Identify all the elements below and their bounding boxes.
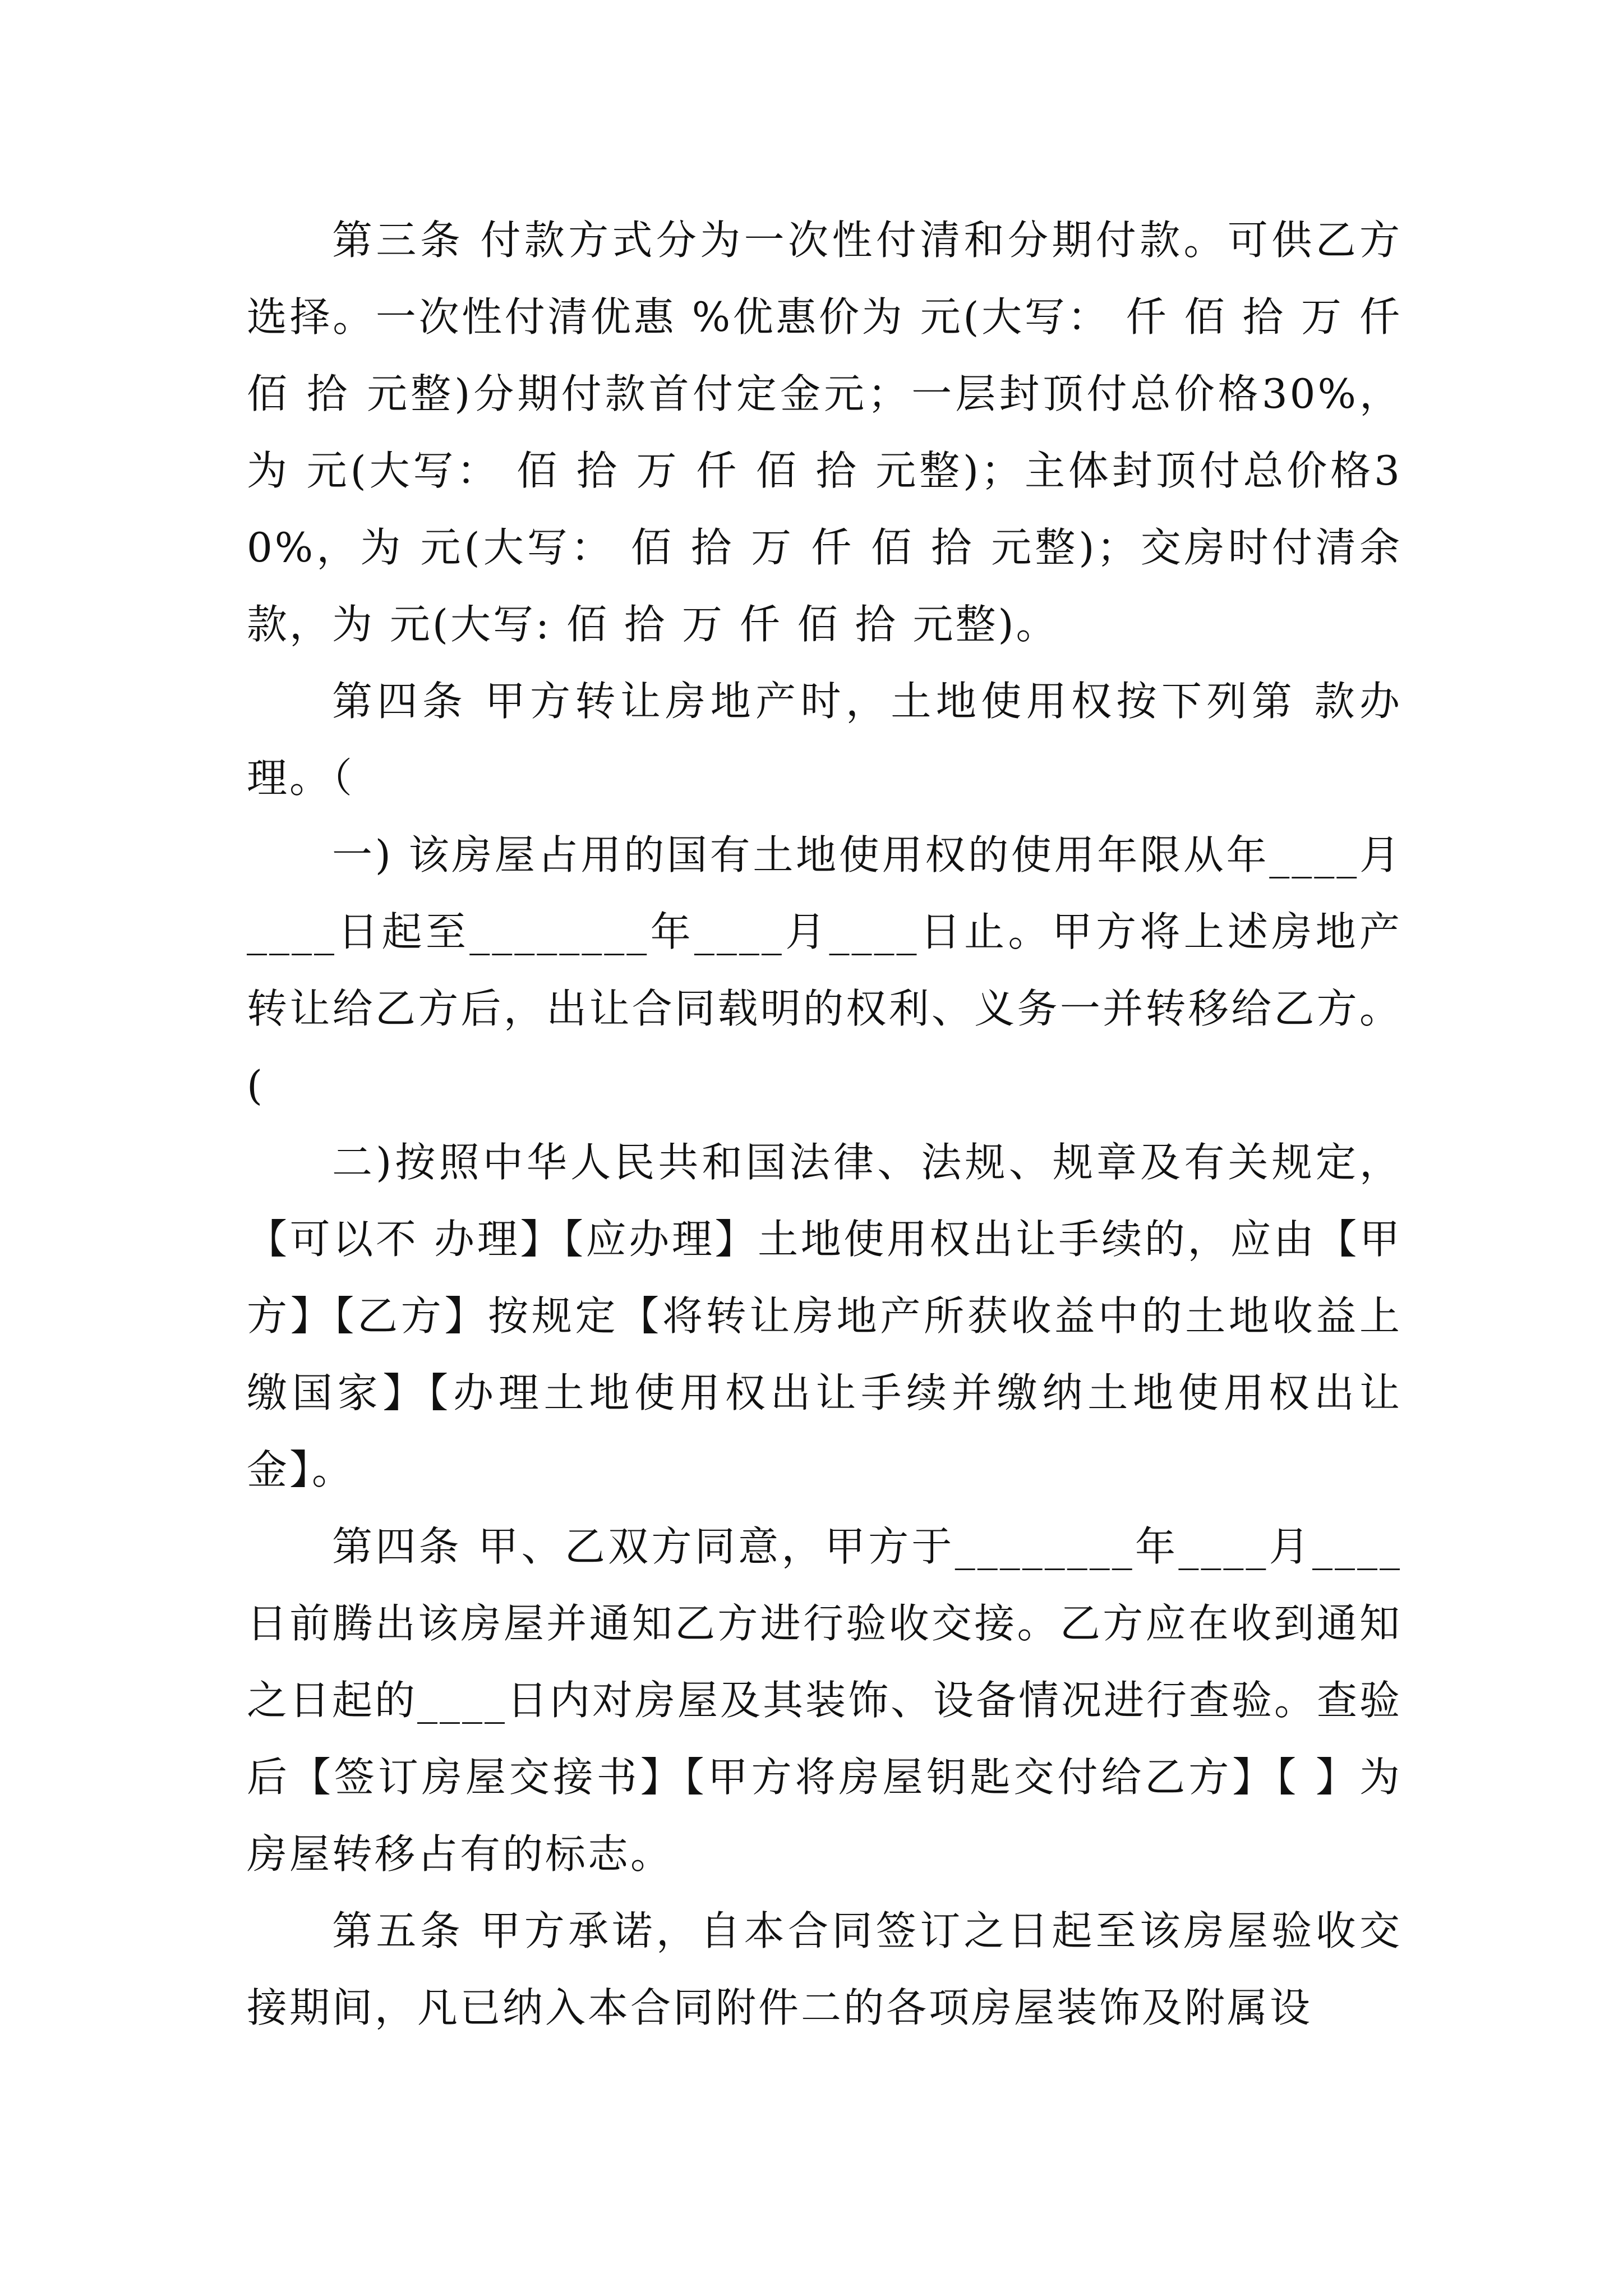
article-4-land-paragraph: 第四条 甲方转让房地产时，土地使用权按下列第 款办理。（	[247, 678, 1402, 802]
article-4-item-2-paragraph: 二)按照中华人民共和国法律、法规、规章及有关规定，【可以不 办理】【应办理】土地使用权出让手续的，应由【甲方】【乙方】按规定【将转让房地产所获收益中的土地收益上缴国家】【办理土地使用权出让手续并缴纳土地使用权出让金】。	[247, 1139, 1402, 1493]
article-4-item-1-paragraph: 一) 该房屋占用的国有土地使用权的使用年限从年____月____日起至________年____月____日止。甲方将上述房地产转让给乙方后，出让合同载明的权利、义务一并转移给乙方。(	[247, 831, 1402, 1109]
document-page	[247, 202, 1402, 2046]
article-5-paragraph: 第五条 甲方承诺，自本合同签订之日起至该房屋验收交接期间，凡已纳入本合同附件二的各项房屋装饰及附属设	[247, 1907, 1402, 2031]
article-4-handover-paragraph: 第四条 甲、乙双方同意，甲方于________年____月____日前腾出该房屋并通知乙方进行验收交接。乙方应在收到通知之日起的____日内对房屋及其装饰、设备情况进行查验。查验后【签订房屋交接书】【甲方将房屋钥匙交付给乙方】【 】为房屋转移占有的标志。	[247, 1523, 1403, 1878]
article-3-paragraph: 第三条 付款方式分为一次性付清和分期付款。可供乙方选择。一次性付清优惠 %优惠价为 元(大写： 仟 佰 拾 万 仟 佰 拾 元整)分期付款首付定金元；一层封顶付总价格30%，为 元(大写： 佰 拾 万 仟 佰 拾 元整)；主体封顶付总价格30%，为 元(大写： 佰 拾 万 仟 佰 拾 元整)；交房时付清余款，为 元(大写: 佰 拾 万 仟 佰 拾 元整)。	[247, 217, 1402, 648]
